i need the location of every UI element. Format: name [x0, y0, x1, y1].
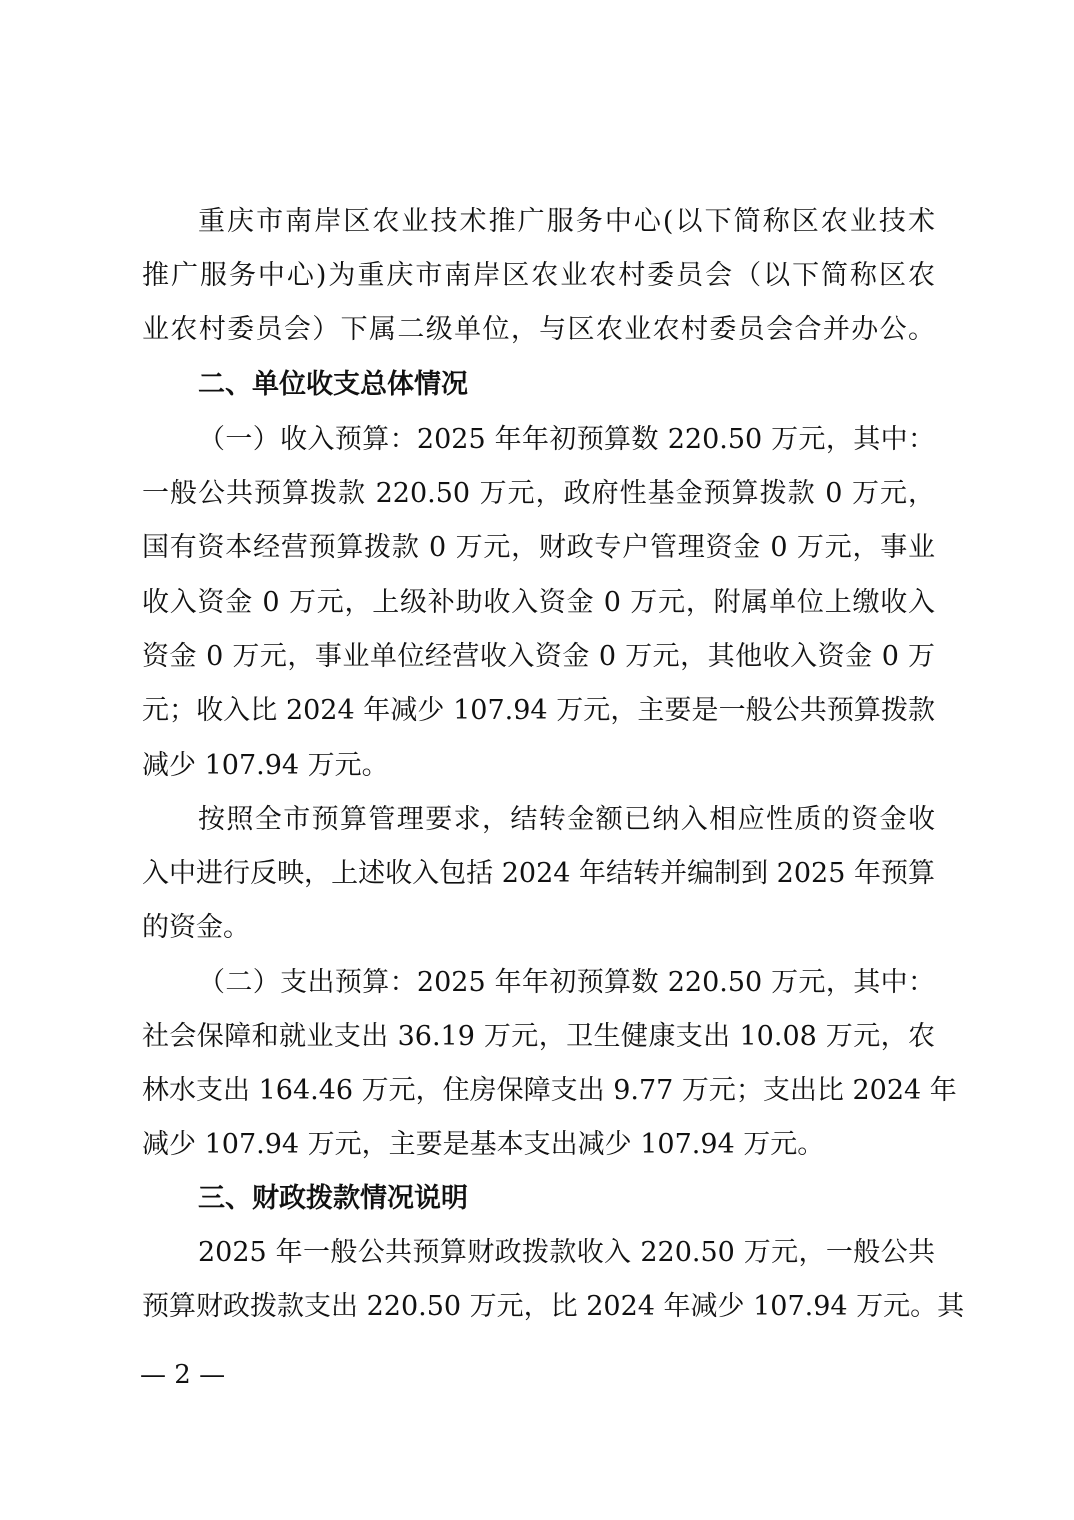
paragraph-line: 国有资本经营预算拨款 0 万元，财政专户管理资金 0 万元，事业 [142, 532, 935, 563]
paragraph-line: 重庆市南岸区农业技术推广服务中心(以下简称区农业技术 [198, 206, 935, 237]
paragraph-line: 减少 107.94 万元。 [142, 750, 389, 781]
paragraph-line: （二）支出预算：2025 年年初预算数 220.50 万元，其中： [198, 967, 935, 998]
paragraph-line: （一）收入预算：2025 年年初预算数 220.50 万元，其中： [198, 424, 935, 455]
page-number: — 2 — [140, 1360, 226, 1390]
paragraph-line: 减少 107.94 万元，主要是基本支出减少 107.94 万元。 [142, 1129, 825, 1160]
paragraph-line: 入中进行反映，上述收入包括 2024 年结转并编制到 2025 年预算 [142, 858, 935, 889]
paragraph-line: 业农村委员会）下属二级单位，与区农业农村委员会合并办公。 [142, 314, 935, 345]
section-heading: 三、财政拨款情况说明 [198, 1183, 468, 1214]
paragraph-line: 收入资金 0 万元，上级补助收入资金 0 万元，附属单位上缴收入 [142, 587, 935, 618]
paragraph-line: 预算财政拨款支出 220.50 万元，比 2024 年减少 107.94 万元。其 [142, 1291, 965, 1322]
paragraph-line: 2025 年一般公共预算财政拨款收入 220.50 万元，一般公共 [198, 1237, 935, 1268]
section-heading: 二、单位收支总体情况 [198, 369, 468, 400]
paragraph-line: 元；收入比 2024 年减少 107.94 万元，主要是一般公共预算拨款 [142, 695, 935, 726]
paragraph-line: 推广服务中心)为重庆市南岸区农业农村委员会（以下简称区农 [142, 260, 935, 291]
paragraph-line: 按照全市预算管理要求，结转金额已纳入相应性质的资金收 [198, 804, 935, 835]
paragraph-line: 的资金。 [142, 912, 250, 943]
paragraph-line: 林水支出 164.46 万元，住房保障支出 9.77 万元；支出比 2024 年 [142, 1075, 957, 1106]
paragraph-line: 资金 0 万元，事业单位经营收入资金 0 万元，其他收入资金 0 万 [142, 641, 935, 672]
paragraph-line: 社会保障和就业支出 36.19 万元，卫生健康支出 10.08 万元，农 [142, 1021, 935, 1052]
paragraph-line: 一般公共预算拨款 220.50 万元，政府性基金预算拨款 0 万元， [142, 478, 935, 509]
